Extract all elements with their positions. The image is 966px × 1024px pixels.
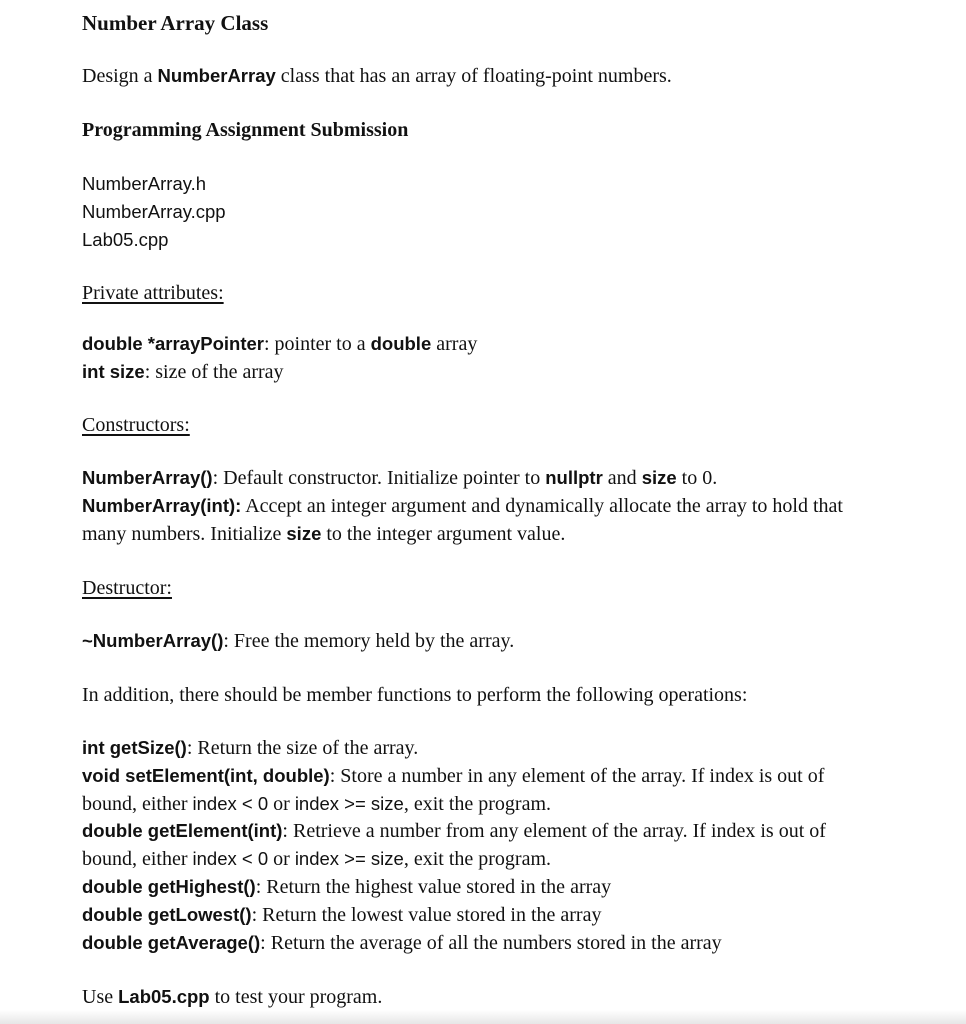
op-get-size: int getSize(): Return the size of the array. <box>82 737 419 759</box>
destructor-heading: Destructor: <box>82 577 172 599</box>
private-attributes-heading: Private attributes: <box>82 282 224 304</box>
int-constructor-cont: many numbers. Initialize size to the integer argument value. <box>82 523 566 545</box>
file-name: Lab05.cpp <box>82 229 169 250</box>
page-bottom-shadow <box>0 1010 966 1024</box>
attribute-array-pointer: double *arrayPointer: pointer to a double array <box>82 333 478 355</box>
destructor-description: ~NumberArray(): Free the memory held by the array. <box>82 630 515 652</box>
intro-text: Design a NumberArray class that has an array of floating-point numbers. <box>82 65 672 87</box>
op-get-element-cont: bound, either index < 0 or index >= size, exit the program. <box>82 848 552 870</box>
op-set-element: void setElement(int, double): Store a number in any element of the array. If index is out of <box>82 765 825 787</box>
file-name: NumberArray.h <box>82 173 207 194</box>
op-get-highest: double getHighest(): Return the highest value stored in the array <box>82 876 612 898</box>
op-get-element: double getElement(int): Retrieve a number from any element of the array. If index is out of <box>82 820 826 842</box>
op-get-lowest: double getLowest(): Return the lowest value stored in the array <box>82 904 602 926</box>
document-title: Number Array Class <box>82 11 269 35</box>
default-constructor: NumberArray(): Default constructor. Initialize pointer to nullptr and size to 0. <box>82 467 718 489</box>
operations-intro: In addition, there should be member functions to perform the following operations: <box>82 684 748 706</box>
op-get-average: double getAverage(): Return the average of all the numbers stored in the array <box>82 932 722 954</box>
int-constructor: NumberArray(int): Accept an integer argument and dynamically allocate the array to hold that <box>82 495 843 517</box>
footer-instruction: Use Lab05.cpp to test your program. <box>82 986 383 1008</box>
submission-heading: Programming Assignment Submission <box>82 119 409 141</box>
attribute-size: int size: size of the array <box>82 361 284 383</box>
file-name: NumberArray.cpp <box>82 201 226 222</box>
constructors-heading: Constructors: <box>82 414 190 436</box>
op-set-element-cont: bound, either index < 0 or index >= size, exit the program. <box>82 793 552 815</box>
